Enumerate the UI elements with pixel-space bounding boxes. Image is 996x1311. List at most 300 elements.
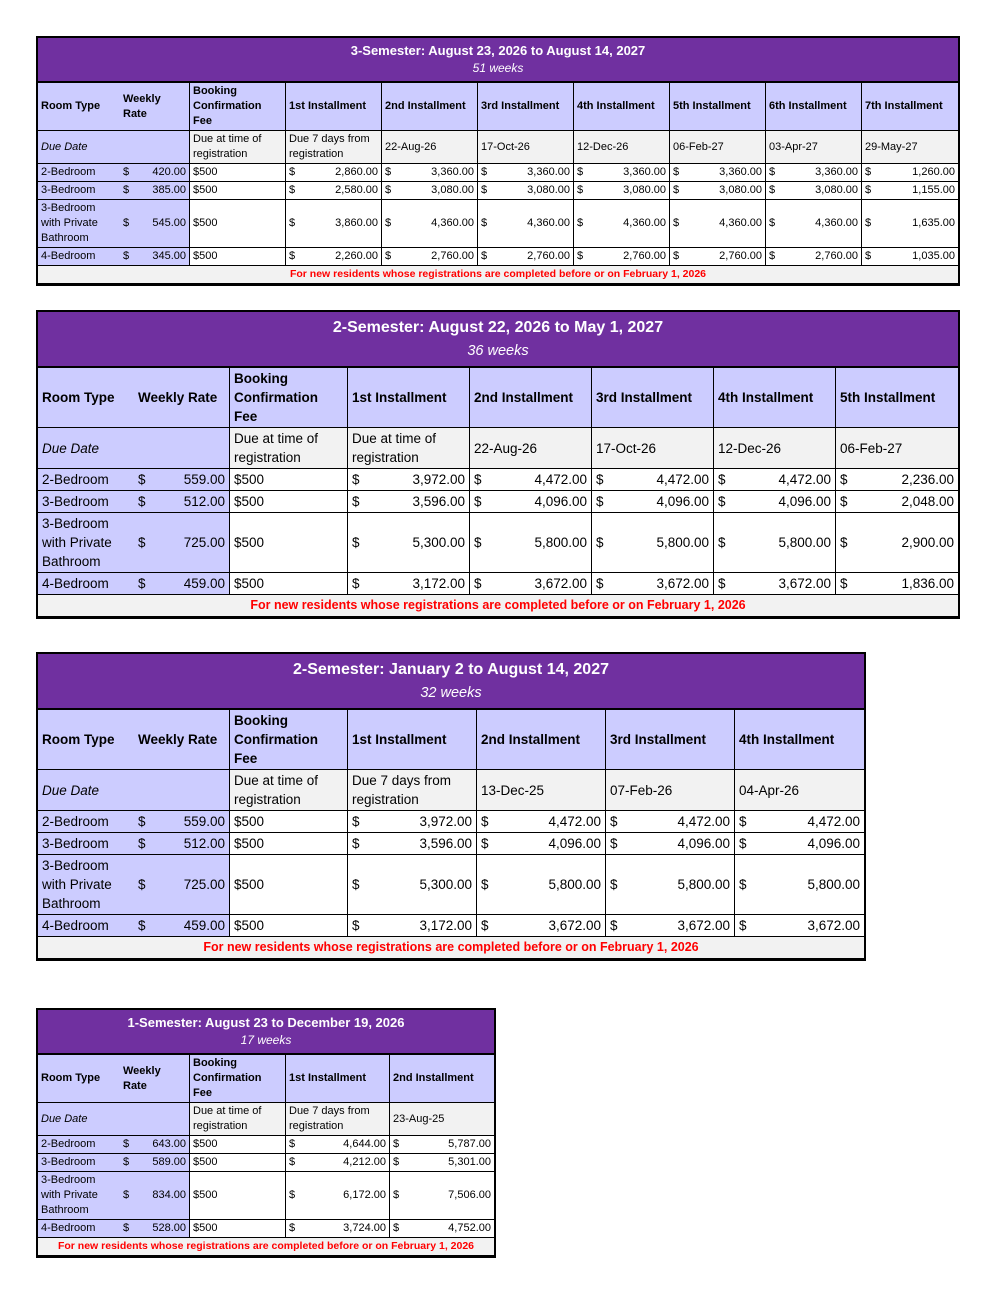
weekly-rate-cell-value: 559.00	[183, 472, 225, 487]
installment-cell-value: 5,800.00	[807, 877, 860, 892]
installment-cell	[348, 833, 477, 855]
table-footer-note: For new residents whose registrations are completed before or on February 1, 2026	[38, 937, 864, 959]
column-header: 6th Installment	[766, 83, 862, 131]
weekly-rate-cell-value: 643.00	[152, 1138, 186, 1150]
column-header: Weekly Rate	[120, 83, 190, 131]
installment-cell-value: 2,260.00	[335, 250, 378, 262]
dollar-sign: $	[596, 494, 604, 509]
weekly-rate-cell	[134, 833, 230, 855]
pricing-table-3-semester	[36, 36, 960, 286]
due-date-cell: Due at time of registration	[190, 131, 286, 164]
dollar-sign: $	[352, 836, 360, 851]
installment-cell	[862, 200, 958, 248]
dollar-sign: $	[865, 250, 872, 262]
weekly-rate-cell-value: 545.00	[152, 217, 186, 229]
dollar-sign: $	[352, 472, 360, 487]
installment-cell-value: 3,080.00	[719, 184, 762, 196]
dollar-sign: $	[739, 814, 747, 829]
column-header: 1st Installment	[348, 710, 477, 770]
installment-cell-value: 3,596.00	[412, 494, 465, 509]
room-type-cell: 2-Bedroom	[38, 1136, 120, 1154]
dollar-sign: $	[769, 250, 776, 262]
installment-cell	[390, 1172, 494, 1220]
installment-cell-value: 3,672.00	[534, 576, 587, 591]
installment-cell-value: 2,048.00	[901, 494, 954, 509]
due-date-cell: Due at time of registration	[230, 428, 348, 469]
dollar-sign: $	[739, 918, 747, 933]
column-header: Booking Confirmation Fee	[230, 368, 348, 428]
table-title: 3-Semester: August 23, 2026 to August 14, 2027	[350, 43, 646, 58]
booking-fee-cell: $500	[230, 491, 348, 513]
installment-cell-value: 5,301.00	[448, 1156, 491, 1168]
installment-cell-value: 4,644.00	[343, 1138, 386, 1150]
dollar-sign: $	[865, 166, 872, 178]
installment-cell	[348, 513, 470, 573]
installment-cell-value: 1,260.00	[912, 166, 955, 178]
installment-cell-value: 3,360.00	[815, 166, 858, 178]
dollar-sign: $	[138, 814, 146, 829]
due-date-cell: 03-Apr-27	[766, 131, 862, 164]
installment-cell	[348, 855, 477, 915]
installment-cell-value: 3,080.00	[527, 184, 570, 196]
booking-fee-cell: $500	[190, 248, 286, 266]
dollar-sign: $	[123, 217, 130, 229]
dollar-sign: $	[481, 217, 488, 229]
room-type-cell: 3-Bedroom with Private Bathroom	[38, 855, 134, 915]
dollar-sign: $	[289, 1156, 296, 1168]
booking-fee-cell: $500	[230, 469, 348, 491]
dollar-sign: $	[481, 836, 489, 851]
weekly-rate-cell	[120, 1154, 190, 1172]
due-date-cell: Due at time of registration	[190, 1103, 286, 1136]
pricing-table-1-semester	[36, 1008, 496, 1258]
installment-cell	[390, 1154, 494, 1172]
dollar-sign: $	[718, 535, 726, 550]
installment-cell	[606, 833, 735, 855]
dollar-sign: $	[739, 836, 747, 851]
booking-fee-cell: $500	[230, 513, 348, 573]
installment-cell-value: 4,212.00	[343, 1156, 386, 1168]
installment-cell	[390, 1220, 494, 1238]
installment-cell-value: 2,760.00	[719, 250, 762, 262]
dollar-sign: $	[577, 217, 584, 229]
installment-cell	[606, 915, 735, 937]
installment-cell	[592, 513, 714, 573]
pricing-table-2-semester-fall	[36, 310, 960, 619]
dollar-sign: $	[352, 814, 360, 829]
weekly-rate-cell-value: 528.00	[152, 1222, 186, 1234]
table-title: 1-Semester: August 23 to December 19, 2026	[127, 1015, 405, 1030]
dollar-sign: $	[352, 535, 360, 550]
installment-cell-value: 4,472.00	[548, 814, 601, 829]
installment-cell	[766, 164, 862, 182]
room-type-cell: 3-Bedroom	[38, 182, 120, 200]
installment-cell	[592, 469, 714, 491]
dollar-sign: $	[123, 1189, 130, 1201]
table-title: 2-Semester: January 2 to August 14, 2027	[293, 661, 609, 678]
installment-cell	[470, 469, 592, 491]
pricing-grid	[38, 368, 958, 617]
room-type-cell: 4-Bedroom	[38, 1220, 120, 1238]
booking-fee-cell: $500	[190, 1220, 286, 1238]
dollar-sign: $	[596, 576, 604, 591]
installment-cell	[670, 248, 766, 266]
installment-cell-value: 2,760.00	[527, 250, 570, 262]
column-header: Weekly Rate	[134, 710, 230, 770]
dollar-sign: $	[289, 217, 296, 229]
due-date-cell: 22-Aug-26	[470, 428, 592, 469]
booking-fee-cell: $500	[190, 1172, 286, 1220]
installment-cell-value: 2,900.00	[901, 535, 954, 550]
table-title-bar	[38, 38, 958, 83]
installment-cell	[574, 200, 670, 248]
column-header: Booking Confirmation Fee	[190, 1055, 286, 1103]
installment-cell	[574, 164, 670, 182]
dollar-sign: $	[352, 877, 360, 892]
installment-cell-value: 3,596.00	[419, 836, 472, 851]
room-type-cell: 3-Bedroom with Private Bathroom	[38, 1172, 120, 1220]
weekly-rate-cell	[134, 491, 230, 513]
installment-cell-value: 1,836.00	[901, 576, 954, 591]
column-header: 5th Installment	[670, 83, 766, 131]
installment-cell-value: 3,360.00	[719, 166, 762, 178]
table-title: 2-Semester: August 22, 2026 to May 1, 2027	[332, 319, 664, 336]
column-header: 1st Installment	[286, 83, 382, 131]
column-header: Room Type	[38, 368, 134, 428]
table-title-bar	[38, 1010, 494, 1055]
column-header: 7th Installment	[862, 83, 958, 131]
installment-cell	[766, 182, 862, 200]
installment-cell	[390, 1136, 494, 1154]
weekly-rate-cell	[134, 513, 230, 573]
installment-cell	[382, 248, 478, 266]
installment-cell-value: 2,760.00	[431, 250, 474, 262]
weekly-rate-cell	[134, 469, 230, 491]
dollar-sign: $	[481, 250, 488, 262]
due-date-cell: 23-Aug-25	[390, 1103, 494, 1136]
installment-cell	[382, 200, 478, 248]
due-date-cell: 07-Feb-26	[606, 770, 735, 811]
installment-cell	[478, 164, 574, 182]
installment-cell	[574, 182, 670, 200]
booking-fee-cell: $500	[190, 200, 286, 248]
room-type-cell: 4-Bedroom	[38, 248, 120, 266]
weekly-rate-cell	[120, 1220, 190, 1238]
installment-cell-value: 6,172.00	[343, 1189, 386, 1201]
installment-cell	[478, 200, 574, 248]
installment-cell-value: 4,096.00	[677, 836, 730, 851]
dollar-sign: $	[393, 1222, 400, 1234]
table-footer-note: For new residents whose registrations are completed before or on February 1, 2026	[38, 595, 958, 617]
installment-cell-value: 4,472.00	[534, 472, 587, 487]
weekly-rate-cell	[120, 200, 190, 248]
due-date-cell: Due 7 days from registration	[286, 1103, 390, 1136]
installment-cell-value: 4,096.00	[778, 494, 831, 509]
installment-cell	[286, 164, 382, 182]
dollar-sign: $	[123, 1222, 130, 1234]
dollar-sign: $	[123, 250, 130, 262]
installment-cell-value: 1,635.00	[912, 217, 955, 229]
installment-cell-value: 4,360.00	[815, 217, 858, 229]
dollar-sign: $	[865, 184, 872, 196]
installment-cell	[735, 811, 864, 833]
dollar-sign: $	[289, 250, 296, 262]
installment-cell-value: 2,236.00	[901, 472, 954, 487]
dollar-sign: $	[123, 166, 130, 178]
installment-cell-value: 4,752.00	[448, 1222, 491, 1234]
dollar-sign: $	[474, 576, 482, 591]
installment-cell	[836, 513, 958, 573]
installment-cell	[862, 164, 958, 182]
installment-cell-value: 3,672.00	[548, 918, 601, 933]
weekly-rate-cell-value: 345.00	[152, 250, 186, 262]
weekly-rate-cell	[120, 182, 190, 200]
dollar-sign: $	[718, 576, 726, 591]
booking-fee-cell: $500	[230, 915, 348, 937]
installment-cell	[470, 513, 592, 573]
installment-cell	[670, 200, 766, 248]
dollar-sign: $	[840, 472, 848, 487]
weekly-rate-cell-value: 834.00	[152, 1189, 186, 1201]
installment-cell	[348, 915, 477, 937]
installment-cell	[606, 811, 735, 833]
installment-cell-value: 5,800.00	[656, 535, 709, 550]
pricing-grid	[38, 1055, 494, 1256]
installment-cell-value: 3,672.00	[778, 576, 831, 591]
column-header: 2nd Installment	[477, 710, 606, 770]
weekly-rate-cell	[134, 811, 230, 833]
installment-cell	[478, 248, 574, 266]
installment-cell	[735, 855, 864, 915]
weekly-rate-cell	[120, 248, 190, 266]
dollar-sign: $	[385, 166, 392, 178]
dollar-sign: $	[481, 877, 489, 892]
installment-cell-value: 4,472.00	[778, 472, 831, 487]
installment-cell	[348, 573, 470, 595]
booking-fee-cell: $500	[230, 855, 348, 915]
pricing-grid	[38, 83, 958, 284]
installment-cell	[735, 915, 864, 937]
column-header: 3rd Installment	[606, 710, 735, 770]
dollar-sign: $	[393, 1189, 400, 1201]
dollar-sign: $	[481, 918, 489, 933]
due-date-label: Due Date	[38, 1103, 190, 1136]
weekly-rate-cell-value: 512.00	[183, 836, 225, 851]
pricing-grid	[38, 710, 864, 959]
dollar-sign: $	[596, 535, 604, 550]
installment-cell	[348, 491, 470, 513]
installment-cell	[766, 248, 862, 266]
dollar-sign: $	[138, 576, 146, 591]
installment-cell	[286, 1154, 390, 1172]
installment-cell	[477, 811, 606, 833]
installment-cell	[592, 491, 714, 513]
column-header: 3rd Installment	[478, 83, 574, 131]
room-type-cell: 3-Bedroom with Private Bathroom	[38, 513, 134, 573]
dollar-sign: $	[123, 1138, 130, 1150]
installment-cell	[477, 855, 606, 915]
installment-cell	[714, 573, 836, 595]
installment-cell-value: 4,096.00	[548, 836, 601, 851]
room-type-cell: 2-Bedroom	[38, 469, 134, 491]
dollar-sign: $	[289, 1222, 296, 1234]
installment-cell	[286, 1220, 390, 1238]
column-header: 1st Installment	[286, 1055, 390, 1103]
room-type-cell: 2-Bedroom	[38, 811, 134, 833]
installment-cell-value: 4,096.00	[656, 494, 709, 509]
due-date-cell: Due 7 days from registration	[286, 131, 382, 164]
installment-cell	[836, 469, 958, 491]
installment-cell	[348, 811, 477, 833]
due-date-cell: 12-Dec-26	[574, 131, 670, 164]
column-header: 2nd Installment	[470, 368, 592, 428]
dollar-sign: $	[739, 877, 747, 892]
column-header: Weekly Rate	[134, 368, 230, 428]
column-header: 5th Installment	[836, 368, 958, 428]
weeks-subtitle: 32 weeks	[420, 685, 482, 701]
dollar-sign: $	[577, 250, 584, 262]
weekly-rate-cell	[134, 915, 230, 937]
dollar-sign: $	[123, 1156, 130, 1168]
installment-cell-value: 5,300.00	[419, 877, 472, 892]
due-date-cell: 17-Oct-26	[592, 428, 714, 469]
installment-cell	[286, 200, 382, 248]
dollar-sign: $	[385, 250, 392, 262]
installment-cell	[382, 164, 478, 182]
column-header: 4th Installment	[735, 710, 864, 770]
weekly-rate-cell-value: 512.00	[183, 494, 225, 509]
installment-cell-value: 4,096.00	[807, 836, 860, 851]
installment-cell	[862, 248, 958, 266]
dollar-sign: $	[474, 535, 482, 550]
dollar-sign: $	[610, 877, 618, 892]
weekly-rate-cell	[120, 1172, 190, 1220]
column-header: 2nd Installment	[382, 83, 478, 131]
dollar-sign: $	[718, 494, 726, 509]
dollar-sign: $	[769, 184, 776, 196]
installment-cell	[592, 573, 714, 595]
installment-cell	[382, 182, 478, 200]
installment-cell-value: 4,472.00	[677, 814, 730, 829]
dollar-sign: $	[840, 535, 848, 550]
dollar-sign: $	[610, 814, 618, 829]
dollar-sign: $	[577, 166, 584, 178]
due-date-cell: 06-Feb-27	[836, 428, 958, 469]
booking-fee-cell: $500	[190, 164, 286, 182]
due-date-cell: Due at time of registration	[348, 428, 470, 469]
due-date-cell: Due at time of registration	[230, 770, 348, 811]
dollar-sign: $	[352, 918, 360, 933]
dollar-sign: $	[474, 472, 482, 487]
installment-cell-value: 3,360.00	[527, 166, 570, 178]
weekly-rate-cell-value: 725.00	[183, 535, 225, 550]
column-header: 4th Installment	[714, 368, 836, 428]
installment-cell-value: 3,972.00	[412, 472, 465, 487]
installment-cell-value: 3,080.00	[815, 184, 858, 196]
installment-cell-value: 1,155.00	[912, 184, 955, 196]
installment-cell	[714, 513, 836, 573]
booking-fee-cell: $500	[190, 182, 286, 200]
installment-cell-value: 5,800.00	[778, 535, 831, 550]
booking-fee-cell: $500	[230, 573, 348, 595]
installment-cell	[670, 182, 766, 200]
weekly-rate-cell-value: 459.00	[183, 918, 225, 933]
installment-cell-value: 3,172.00	[419, 918, 472, 933]
installment-cell-value: 5,800.00	[548, 877, 601, 892]
dollar-sign: $	[840, 494, 848, 509]
installment-cell	[735, 833, 864, 855]
due-date-cell: 17-Oct-26	[478, 131, 574, 164]
dollar-sign: $	[610, 918, 618, 933]
due-date-cell: 13-Dec-25	[477, 770, 606, 811]
installment-cell	[714, 491, 836, 513]
dollar-sign: $	[138, 535, 146, 550]
installment-cell	[470, 573, 592, 595]
installment-cell-value: 3,672.00	[807, 918, 860, 933]
booking-fee-cell: $500	[230, 811, 348, 833]
dollar-sign: $	[393, 1138, 400, 1150]
dollar-sign: $	[610, 836, 618, 851]
column-header: 3rd Installment	[592, 368, 714, 428]
dollar-sign: $	[289, 166, 296, 178]
dollar-sign: $	[769, 217, 776, 229]
installment-cell-value: 7,506.00	[448, 1189, 491, 1201]
due-date-label: Due Date	[38, 770, 230, 811]
dollar-sign: $	[673, 166, 680, 178]
installment-cell-value: 2,580.00	[335, 184, 378, 196]
weekly-rate-cell-value: 385.00	[152, 184, 186, 196]
dollar-sign: $	[385, 217, 392, 229]
weekly-rate-cell	[120, 1136, 190, 1154]
dollar-sign: $	[138, 494, 146, 509]
due-date-cell: 04-Apr-26	[735, 770, 864, 811]
installment-cell	[766, 200, 862, 248]
installment-cell-value: 5,800.00	[534, 535, 587, 550]
table-title-bar	[38, 312, 958, 368]
booking-fee-cell: $500	[190, 1136, 286, 1154]
room-type-cell: 4-Bedroom	[38, 915, 134, 937]
installment-cell-value: 4,360.00	[719, 217, 762, 229]
installment-cell-value: 3,080.00	[431, 184, 474, 196]
dollar-sign: $	[123, 184, 130, 196]
installment-cell-value: 4,472.00	[807, 814, 860, 829]
installment-cell-value: 3,724.00	[343, 1222, 386, 1234]
due-date-cell: 06-Feb-27	[670, 131, 766, 164]
installment-cell	[286, 248, 382, 266]
dollar-sign: $	[352, 494, 360, 509]
dollar-sign: $	[289, 184, 296, 196]
room-type-cell: 3-Bedroom with Private Bathroom	[38, 200, 120, 248]
installment-cell	[348, 469, 470, 491]
installment-cell	[714, 469, 836, 491]
column-header: 4th Installment	[574, 83, 670, 131]
dollar-sign: $	[385, 184, 392, 196]
table-footer-note: For new residents whose registrations are completed before or on February 1, 2026	[38, 1238, 494, 1256]
dollar-sign: $	[577, 184, 584, 196]
dollar-sign: $	[138, 918, 146, 933]
installment-cell	[836, 491, 958, 513]
installment-cell-value: 3,360.00	[623, 166, 666, 178]
weekly-rate-cell	[134, 573, 230, 595]
weekly-rate-cell	[134, 855, 230, 915]
booking-fee-cell: $500	[230, 833, 348, 855]
column-header: Room Type	[38, 1055, 120, 1103]
room-type-cell: 3-Bedroom	[38, 1154, 120, 1172]
dollar-sign: $	[596, 472, 604, 487]
weeks-subtitle: 17 weeks	[240, 1033, 292, 1047]
installment-cell	[478, 182, 574, 200]
column-header: Weekly Rate	[120, 1055, 190, 1103]
